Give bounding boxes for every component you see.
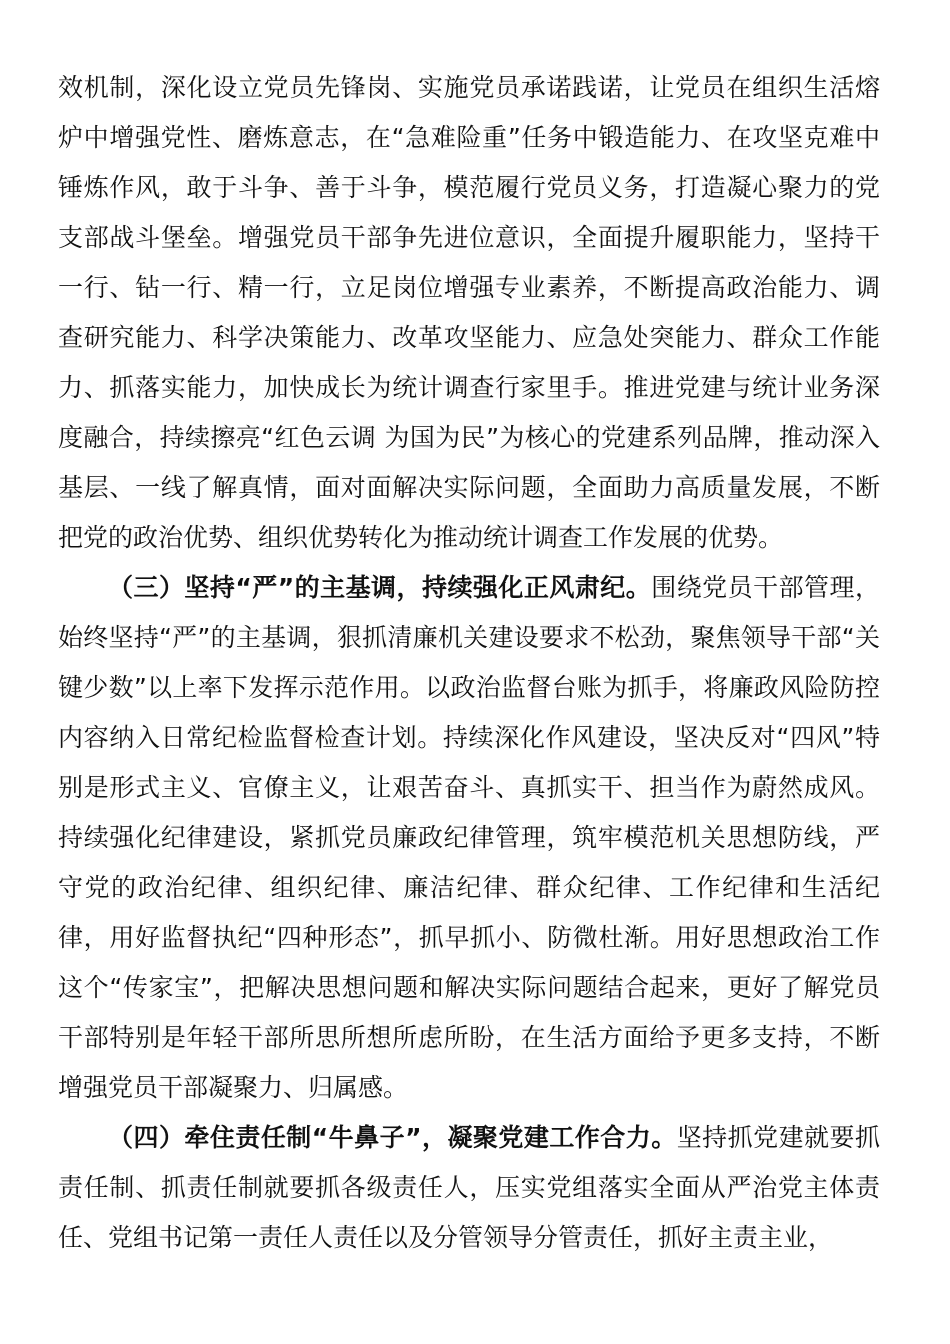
- paragraph-continuation: [58, 63, 880, 563]
- paragraph-section-three: [58, 563, 880, 1113]
- paragraph-text: 围绕党员干部管理，始终坚持“严”的主基调，狠抓清廉机关建设要求不松劲，聚焦领导干部“关键少数”以上率下发挥示范作用。以政治监督台账为抓手，将廉政风险防控内容纳入日常纪检监督检查计划。持续深化作风建设，坚决反对“四风”特别是形式主义、官僚主义，让艰苦奋斗、真抓实干、担当作为蔚然成风。持续强化纪律建设，紧抓党员廉政纪律管理，筑牢模范机关思想防线，严守党的政治纪律、组织纪律、廉洁纪律、群众纪律、工作纪律和生活纪律，用好监督执纪“四种形态”，抓早抓小、防微杜渐。用好思想政治工作这个“传家宝”，把解决思想问题和解决实际问题结合起来，更好了解党员干部特别是年轻干部所思所想所虑所盼，在生活方面给予更多支持，不断增强党员干部凝聚力、归属感。: [58, 573, 880, 1102]
- paragraph-text: 坚持抓党建就要抓责任制、抓责任制就要抓各级责任人，压实党组落实全面从严治党主体责任、党组书记第一责任人责任以及分管领导分管责任，抓好主责主业，: [58, 1123, 880, 1252]
- section-heading: （三）坚持“严”的主基调，持续强化正风肃纪。: [108, 573, 652, 602]
- paragraph-section-four: [58, 1113, 880, 1263]
- document-page: [58, 63, 880, 1263]
- section-heading: （四）牵住责任制“牛鼻子”，凝聚党建工作合力。: [108, 1123, 677, 1152]
- paragraph-text: 效机制，深化设立党员先锋岗、实施党员承诺践诺，让党员在组织生活熔炉中增强党性、磨炼意志，在“急难险重”任务中锻造能力、在攻坚克难中锤炼作风，敢于斗争、善于斗争，模范履行党员义务，打造凝心聚力的党支部战斗堡垒。增强党员干部争先进位意识，全面提升履职能力，坚持干一行、钻一行、精一行，立足岗位增强专业素养，不断提高政治能力、调查研究能力、科学决策能力、改革攻坚能力、应急处突能力、群众工作能力、抓落实能力，加快成长为统计调查行家里手。推进党建与统计业务深度融合，持续擦亮“红色云调 为国为民”为核心的党建系列品牌，推动深入基层、一线了解真情，面对面解决实际问题，全面助力高质量发展，不断把党的政治优势、组织优势转化为推动统计调查工作发展的优势。: [58, 73, 880, 552]
